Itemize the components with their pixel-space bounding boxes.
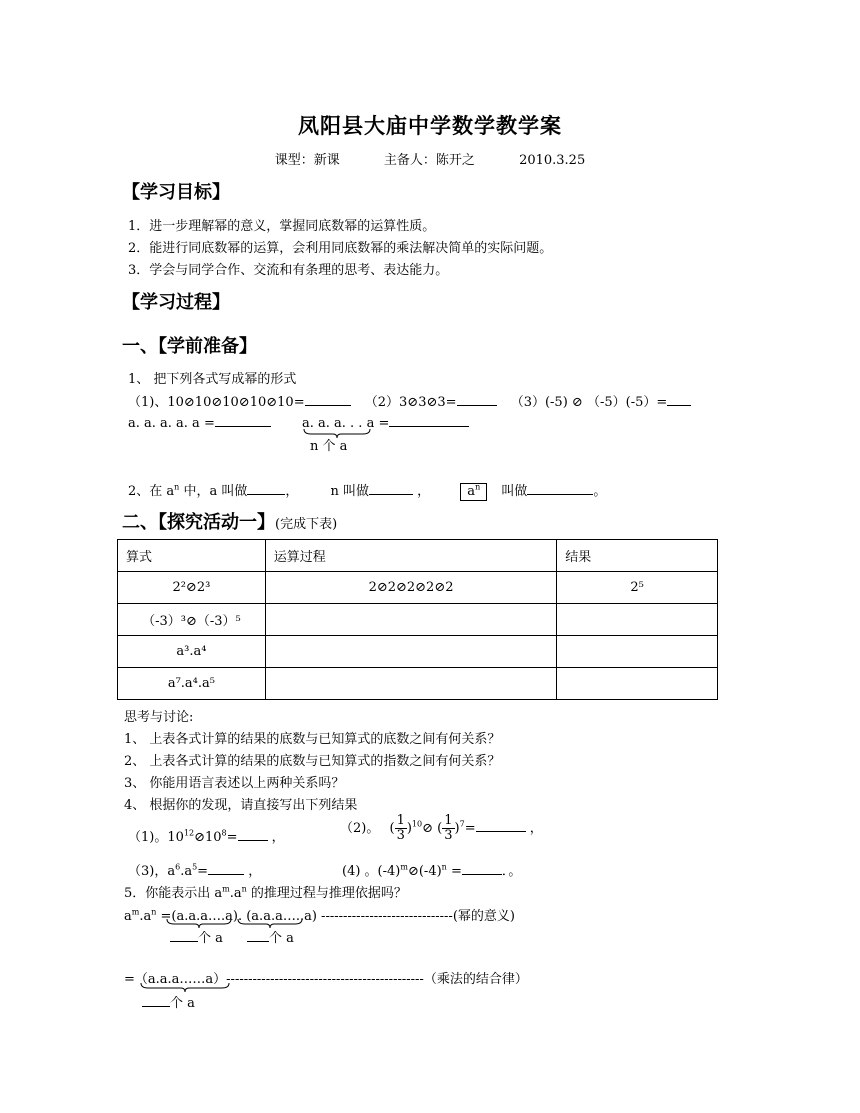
expr-text: a. a. a. . . a =: [302, 416, 390, 431]
document-title: 凤阳县大庙中学数学教学案: [298, 114, 562, 138]
exercise-2: （2)。 ( $\frac{1}{3}$ )$^{10}$⊘ ( $\frac{1}{3}$ )$^7$= ，: [340, 813, 543, 843]
prep-question-2: [128, 480, 606, 501]
goal-item: 3．学会与同学合作、交流和有条理的思考、表达能力。: [128, 263, 449, 278]
superscript: 8: [221, 828, 227, 838]
superscript: n: [174, 482, 180, 492]
expr-text: 叫做: [501, 484, 528, 499]
exercise-3: [128, 860, 261, 879]
expr-text: 5．你能表示出 a: [124, 886, 223, 901]
discuss-item: 3、 你能用语言表述以上两种关系吗？: [124, 776, 345, 791]
expr-text: ，: [529, 821, 543, 836]
derivation-line-2: =（a.a.a……a）---------------------------------------------（乘法的结合律）: [124, 972, 528, 987]
answer-blank[interactable]: [457, 393, 497, 406]
expr-text: （2)。: [340, 821, 380, 836]
superscript: n: [475, 482, 481, 492]
expr-text: （1)、10: [128, 395, 184, 410]
superscript: 12: [183, 828, 195, 838]
superscript: 6: [175, 862, 181, 872]
table-cell-result[interactable]: [557, 604, 718, 636]
table-cell-process[interactable]: [265, 668, 557, 700]
answer-blank[interactable]: [667, 393, 691, 406]
expr-text: .a: [139, 909, 152, 924]
expr-text: 3: [418, 395, 427, 410]
answer-blank[interactable]: [215, 414, 271, 427]
expr-text: （1)。10: [128, 830, 184, 845]
multiply-symbol-icon: ⊘: [266, 395, 278, 410]
answer-blank[interactable]: [389, 414, 469, 427]
answer-blank[interactable]: [170, 929, 198, 942]
superscript: 7: [459, 819, 465, 829]
table-cell-result[interactable]: [557, 636, 718, 668]
expr-text: ，: [417, 484, 431, 499]
table-cell-process: 2⊘2⊘2⊘2⊘2: [265, 572, 557, 604]
discuss-item: 1、 上表各式计算的结果的底数与已知算式的底数之间有何关系？: [124, 732, 501, 747]
expr-text: a: [124, 909, 132, 924]
expr-text: =: [226, 830, 238, 845]
answer-blank[interactable]: [142, 994, 170, 1007]
expr-text: =(a.a.a….a). (a.a.a…..a) ------------------------------(幂的意义): [156, 909, 515, 924]
discuss-item: 4、 根据你的发现，请直接写出下列结果: [124, 798, 358, 813]
expr-text: ．。: [501, 864, 522, 879]
table-header: 运算过程: [265, 540, 557, 572]
expr-text: （3)，a: [128, 864, 176, 879]
expr-text: (-4): [418, 864, 442, 879]
table-cell-expr: a⁷.a⁴.a⁵: [118, 668, 266, 700]
prep-heading: 一、【学前准备】: [122, 336, 257, 357]
table-header-row: [118, 540, 718, 572]
expr-text: 3=: [437, 395, 457, 410]
multiply-symbol-icon: ⊘: [407, 395, 419, 410]
expr-text: 10: [204, 830, 222, 845]
fraction: [442, 814, 454, 843]
lesson-date: 2010.3.25: [519, 153, 586, 168]
fraction-numerator: 1: [396, 813, 405, 828]
answer-blank[interactable]: [208, 862, 244, 875]
discuss-heading: 思考与讨论:: [124, 710, 194, 725]
superscript: m: [222, 884, 230, 894]
expr-text: 个 a: [269, 931, 294, 946]
table-row: [118, 604, 718, 636]
expr-text: =: [464, 821, 476, 836]
answer-blank[interactable]: [247, 929, 269, 942]
goals-heading: 【学习目标】: [122, 182, 230, 203]
prep-question-1: 1、 把下列各式写成幂的形式: [128, 372, 297, 387]
superscript: 10: [411, 819, 423, 829]
brace-label-2: [247, 927, 294, 946]
answer-blank[interactable]: [527, 482, 593, 495]
expr-text: 10: [249, 395, 267, 410]
expr-text: 的推理过程与推理依据吗？: [246, 886, 407, 901]
explore-heading-row: [122, 508, 337, 534]
fraction-denominator: 3: [396, 828, 405, 843]
table-cell-process[interactable]: [265, 636, 557, 668]
multiply-symbol-icon: ⊘: [426, 395, 438, 410]
table-cell-result[interactable]: [557, 668, 718, 700]
expr-text: (4) 。(-4): [342, 864, 401, 879]
exercise-1: [128, 826, 285, 845]
explore-note: (完成下表): [275, 517, 338, 532]
goal-item: 2．能进行同底数幂的运算，会利用同底数幂的乘法解决简单的实际问题。: [128, 241, 553, 256]
table-cell-expr: （-3）³⊘（-3）⁵: [118, 604, 266, 636]
expr-text: 10=: [277, 395, 305, 410]
expr-text: ，: [248, 864, 262, 879]
table-header: 结果: [557, 540, 718, 572]
lesson-author: 主备人：陈开之: [383, 153, 475, 168]
table-row: [118, 572, 718, 604]
brace-label-1: [170, 927, 223, 946]
superscript: 5: [192, 862, 198, 872]
table-header: 算式: [118, 540, 266, 572]
multiply-symbol-icon: ⊘: [194, 830, 205, 845]
lesson-type: 课型：新课: [274, 153, 340, 168]
superscript: n: [241, 884, 247, 894]
multiply-symbol-icon: ⊘: [422, 821, 434, 836]
process-heading: 【学习过程】: [122, 292, 230, 313]
expr-text: =: [197, 864, 209, 879]
answer-blank[interactable]: [369, 482, 413, 495]
expr-text: a. a. a. a. a =: [128, 416, 215, 431]
fraction-denominator: 3: [444, 828, 453, 843]
table-row: [118, 668, 718, 700]
multiply-symbol-icon: ⊘: [571, 395, 583, 410]
expr-text: 个 a: [198, 931, 223, 946]
table-cell-expr: 2²⊘2³: [118, 572, 266, 604]
fraction: [395, 814, 407, 843]
table-row: [118, 636, 718, 668]
brace-label: n 个 a: [310, 439, 348, 454]
prep-q1-line1: [128, 391, 691, 410]
answer-blank[interactable]: [476, 819, 526, 832]
goal-item: 1．进一步理解幂的意义，掌握同底数幂的运算性质。: [128, 219, 436, 234]
expr-text: =: [446, 864, 462, 879]
superscript: m: [400, 862, 408, 872]
superscript: n: [441, 862, 447, 872]
expr-text: 10: [222, 395, 239, 410]
table-cell-result: 2⁵: [557, 572, 718, 604]
boxed-power: [460, 483, 487, 501]
expr-text: ，: [285, 484, 299, 499]
superscript: m: [131, 907, 140, 917]
prep-q1-line2a: [128, 414, 271, 431]
fraction-numerator: 1: [444, 813, 453, 828]
expr-text: 。: [593, 484, 607, 499]
answer-blank[interactable]: [238, 828, 268, 841]
answer-blank[interactable]: [305, 393, 351, 406]
exercise-4: [342, 860, 521, 879]
expr-text: 中，a 叫做: [179, 484, 248, 499]
multiply-symbol-icon: ⊘: [238, 395, 250, 410]
expr-text: ，: [271, 830, 285, 845]
superscript: n: [151, 907, 157, 917]
multiply-symbol-icon: ⊘: [211, 395, 223, 410]
multiply-symbol-icon: ⊘: [183, 395, 195, 410]
expr-text: 10: [194, 395, 212, 410]
expr-text: 2、在 a: [128, 484, 175, 499]
expr-text: （-5）(-5）=: [586, 395, 668, 410]
expr-text: .a: [180, 864, 193, 879]
explore-table: [117, 539, 718, 700]
lesson-meta: [0, 149, 860, 168]
expr-text: .a: [229, 886, 242, 901]
table-cell-process[interactable]: [265, 604, 557, 636]
table-cell-expr: a³.a⁴: [118, 636, 266, 668]
expr-text: n 叫做: [330, 484, 369, 499]
expr-text: 个 a: [170, 996, 195, 1011]
question-5: [124, 882, 407, 901]
multiply-symbol-icon: ⊘: [407, 864, 419, 879]
underbrace-icon: [140, 982, 230, 992]
discuss-item: 2、 上表各式计算的结果的底数与已知算式的指数之间有何关系？: [124, 754, 501, 769]
expr-text: （2）3: [364, 395, 408, 410]
answer-blank[interactable]: [247, 482, 285, 495]
brace-label-3: [142, 992, 195, 1011]
expr-text: a: [467, 484, 476, 499]
answer-blank[interactable]: [462, 862, 502, 875]
expr-text: （3）(-5): [510, 395, 568, 410]
explore-heading: 二、【探究活动一】: [122, 512, 275, 533]
